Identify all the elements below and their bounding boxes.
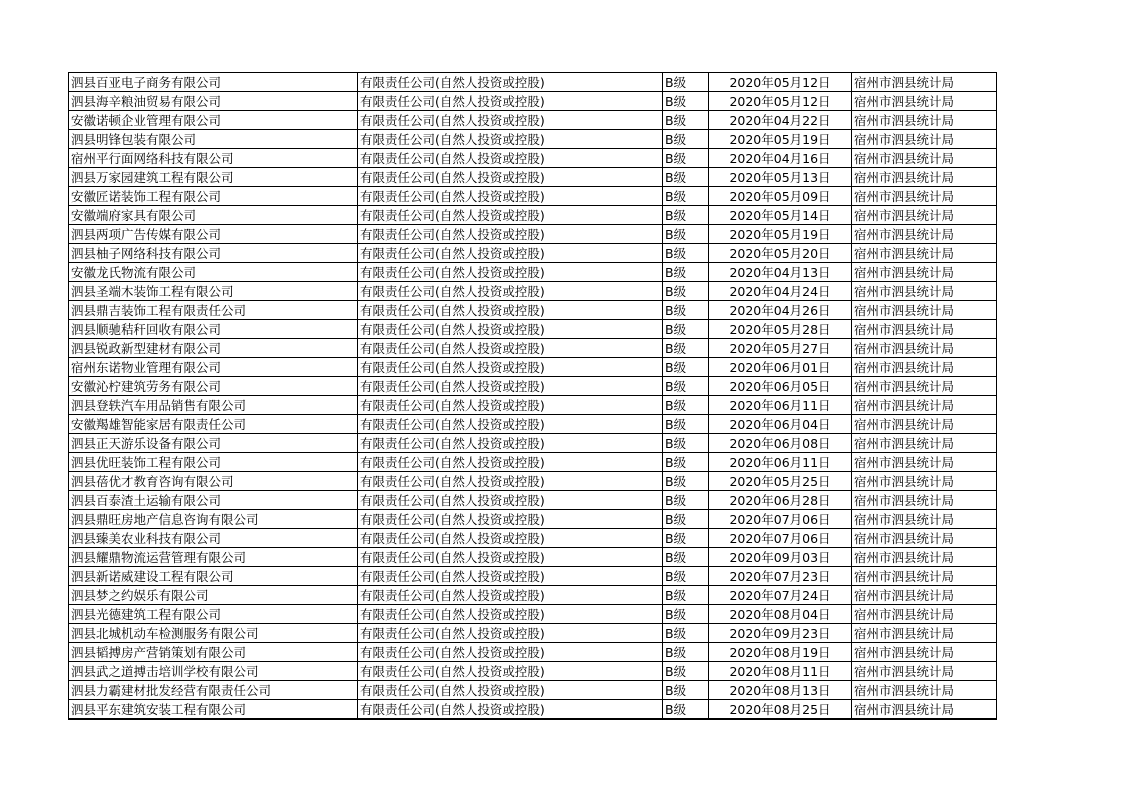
- company-type-cell: 有限责任公司(自然人投资或控股): [358, 567, 663, 586]
- issuing-agency-cell: 宿州市泗县统计局: [852, 92, 997, 111]
- company-name-cell: 泗县登轶汽车用品销售有限公司: [69, 396, 358, 415]
- company-type-cell: 有限责任公司(自然人投资或控股): [358, 491, 663, 510]
- credit-grade-cell: B级: [663, 624, 709, 643]
- credit-grade-cell: B级: [663, 111, 709, 130]
- table-row: [69, 225, 997, 244]
- company-type-cell: 有限责任公司(自然人投资或控股): [358, 244, 663, 263]
- table-row: [69, 643, 997, 662]
- table-row: [69, 586, 997, 605]
- company-name-cell: 安徽匠诺装饰工程有限公司: [69, 187, 358, 206]
- credit-grade-cell: B级: [663, 643, 709, 662]
- company-name-cell: 泗县顺驰秸秆回收有限公司: [69, 320, 358, 339]
- table-row: [69, 548, 997, 567]
- credit-grade-cell: B级: [663, 244, 709, 263]
- table-row: [69, 358, 997, 377]
- table-row: [69, 111, 997, 130]
- credit-grade-cell: B级: [663, 149, 709, 168]
- company-type-cell: 有限责任公司(自然人投资或控股): [358, 73, 663, 92]
- credit-grade-cell: B级: [663, 339, 709, 358]
- table-row: [69, 301, 997, 320]
- issuing-agency-cell: 宿州市泗县统计局: [852, 700, 997, 720]
- grade-date-cell: 2020年06月11日: [709, 453, 852, 472]
- company-type-cell: 有限责任公司(自然人投资或控股): [358, 339, 663, 358]
- credit-grade-cell: B级: [663, 206, 709, 225]
- grade-date-cell: 2020年05月19日: [709, 225, 852, 244]
- issuing-agency-cell: 宿州市泗县统计局: [852, 662, 997, 681]
- company-type-cell: 有限责任公司(自然人投资或控股): [358, 453, 663, 472]
- company-name-cell: 泗县耀鼎物流运营管理有限公司: [69, 548, 358, 567]
- company-name-cell: 泗县百亚电子商务有限公司: [69, 73, 358, 92]
- credit-grade-cell: B级: [663, 434, 709, 453]
- issuing-agency-cell: 宿州市泗县统计局: [852, 339, 997, 358]
- company-type-cell: 有限责任公司(自然人投资或控股): [358, 377, 663, 396]
- company-type-cell: 有限责任公司(自然人投资或控股): [358, 206, 663, 225]
- company-name-cell: 泗县平东建筑安装工程有限公司: [69, 700, 358, 720]
- company-type-cell: 有限责任公司(自然人投资或控股): [358, 92, 663, 111]
- company-name-cell: 安徽诺顿企业管理有限公司: [69, 111, 358, 130]
- company-type-cell: 有限责任公司(自然人投资或控股): [358, 605, 663, 624]
- company-name-cell: 泗县力霸建材批发经营有限责任公司: [69, 681, 358, 700]
- company-type-cell: 有限责任公司(自然人投资或控股): [358, 643, 663, 662]
- issuing-agency-cell: 宿州市泗县统计局: [852, 263, 997, 282]
- credit-grade-cell: B级: [663, 586, 709, 605]
- table-row: [69, 320, 997, 339]
- table-row: [69, 510, 997, 529]
- table-row: [69, 624, 997, 643]
- credit-grade-cell: B级: [663, 263, 709, 282]
- grade-date-cell: 2020年07月23日: [709, 567, 852, 586]
- issuing-agency-cell: 宿州市泗县统计局: [852, 548, 997, 567]
- issuing-agency-cell: 宿州市泗县统计局: [852, 130, 997, 149]
- table-row: [69, 529, 997, 548]
- credit-grade-cell: B级: [663, 700, 709, 720]
- company-type-cell: 有限责任公司(自然人投资或控股): [358, 168, 663, 187]
- grade-date-cell: 2020年06月01日: [709, 358, 852, 377]
- grade-date-cell: 2020年05月27日: [709, 339, 852, 358]
- company-type-cell: 有限责任公司(自然人投资或控股): [358, 358, 663, 377]
- company-type-cell: 有限责任公司(自然人投资或控股): [358, 662, 663, 681]
- table-row: [69, 605, 997, 624]
- issuing-agency-cell: 宿州市泗县统计局: [852, 472, 997, 491]
- credit-grade-table: [68, 72, 997, 720]
- grade-date-cell: 2020年07月24日: [709, 586, 852, 605]
- table-row: [69, 244, 997, 263]
- grade-date-cell: 2020年06月11日: [709, 396, 852, 415]
- issuing-agency-cell: 宿州市泗县统计局: [852, 624, 997, 643]
- grade-date-cell: 2020年08月04日: [709, 605, 852, 624]
- company-type-cell: 有限责任公司(自然人投资或控股): [358, 225, 663, 244]
- grade-date-cell: 2020年05月12日: [709, 73, 852, 92]
- table-row: [69, 415, 997, 434]
- grade-date-cell: 2020年05月28日: [709, 320, 852, 339]
- company-name-cell: 安徽羯雄智能家居有限责任公司: [69, 415, 358, 434]
- issuing-agency-cell: 宿州市泗县统计局: [852, 681, 997, 700]
- company-name-cell: 泗县韬搏房产营销策划有限公司: [69, 643, 358, 662]
- credit-grade-cell: B级: [663, 605, 709, 624]
- company-name-cell: 安徽龙氏物流有限公司: [69, 263, 358, 282]
- company-name-cell: 安徽沁柠建筑劳务有限公司: [69, 377, 358, 396]
- company-name-cell: 安徽端府家具有限公司: [69, 206, 358, 225]
- table-row: [69, 567, 997, 586]
- grade-date-cell: 2020年04月22日: [709, 111, 852, 130]
- company-name-cell: 宿州东诺物业管理有限公司: [69, 358, 358, 377]
- company-name-cell: 泗县臻美农业科技有限公司: [69, 529, 358, 548]
- company-type-cell: 有限责任公司(自然人投资或控股): [358, 301, 663, 320]
- company-type-cell: 有限责任公司(自然人投资或控股): [358, 149, 663, 168]
- table-row: [69, 282, 997, 301]
- credit-grade-cell: B级: [663, 168, 709, 187]
- issuing-agency-cell: 宿州市泗县统计局: [852, 529, 997, 548]
- table-row: [69, 662, 997, 681]
- company-name-cell: 泗县武之道搏击培训学校有限公司: [69, 662, 358, 681]
- issuing-agency-cell: 宿州市泗县统计局: [852, 320, 997, 339]
- issuing-agency-cell: 宿州市泗县统计局: [852, 301, 997, 320]
- company-type-cell: 有限责任公司(自然人投资或控股): [358, 681, 663, 700]
- table-row: [69, 377, 997, 396]
- issuing-agency-cell: 宿州市泗县统计局: [852, 434, 997, 453]
- issuing-agency-cell: 宿州市泗县统计局: [852, 111, 997, 130]
- company-type-cell: 有限责任公司(自然人投资或控股): [358, 415, 663, 434]
- grade-date-cell: 2020年08月19日: [709, 643, 852, 662]
- grade-date-cell: 2020年04月13日: [709, 263, 852, 282]
- grade-date-cell: 2020年05月19日: [709, 130, 852, 149]
- grade-date-cell: 2020年05月12日: [709, 92, 852, 111]
- credit-grade-cell: B级: [663, 510, 709, 529]
- credit-grade-cell: B级: [663, 130, 709, 149]
- credit-grade-cell: B级: [663, 567, 709, 586]
- issuing-agency-cell: 宿州市泗县统计局: [852, 491, 997, 510]
- credit-grade-cell: B级: [663, 358, 709, 377]
- company-type-cell: 有限责任公司(自然人投资或控股): [358, 472, 663, 491]
- table-row: [69, 434, 997, 453]
- grade-date-cell: 2020年08月13日: [709, 681, 852, 700]
- grade-date-cell: 2020年05月09日: [709, 187, 852, 206]
- company-type-cell: 有限责任公司(自然人投资或控股): [358, 263, 663, 282]
- credit-grade-cell: B级: [663, 301, 709, 320]
- table-row: [69, 92, 997, 111]
- company-type-cell: 有限责任公司(自然人投资或控股): [358, 510, 663, 529]
- grade-date-cell: 2020年06月04日: [709, 415, 852, 434]
- issuing-agency-cell: 宿州市泗县统计局: [852, 149, 997, 168]
- grade-date-cell: 2020年06月05日: [709, 377, 852, 396]
- credit-grade-cell: B级: [663, 92, 709, 111]
- company-name-cell: 泗县鼎吉装饰工程有限责任公司: [69, 301, 358, 320]
- credit-grade-cell: B级: [663, 73, 709, 92]
- grade-date-cell: 2020年07月06日: [709, 529, 852, 548]
- table-row: [69, 396, 997, 415]
- company-type-cell: 有限责任公司(自然人投资或控股): [358, 396, 663, 415]
- table-row: [69, 681, 997, 700]
- grade-date-cell: 2020年04月26日: [709, 301, 852, 320]
- company-name-cell: 泗县优旺装饰工程有限公司: [69, 453, 358, 472]
- company-type-cell: 有限责任公司(自然人投资或控股): [358, 130, 663, 149]
- credit-grade-cell: B级: [663, 548, 709, 567]
- company-name-cell: 泗县锐政新型建材有限公司: [69, 339, 358, 358]
- credit-grade-cell: B级: [663, 377, 709, 396]
- company-name-cell: 泗县海辛粮油贸易有限公司: [69, 92, 358, 111]
- credit-grade-cell: B级: [663, 187, 709, 206]
- table-row: [69, 168, 997, 187]
- company-name-cell: 宿州平行面网络科技有限公司: [69, 149, 358, 168]
- table-body: [69, 73, 997, 720]
- issuing-agency-cell: 宿州市泗县统计局: [852, 168, 997, 187]
- company-type-cell: 有限责任公司(自然人投资或控股): [358, 282, 663, 301]
- company-type-cell: 有限责任公司(自然人投资或控股): [358, 548, 663, 567]
- company-type-cell: 有限责任公司(自然人投资或控股): [358, 700, 663, 720]
- company-type-cell: 有限责任公司(自然人投资或控股): [358, 187, 663, 206]
- table-row: [69, 149, 997, 168]
- company-name-cell: 泗县正天游乐设备有限公司: [69, 434, 358, 453]
- company-name-cell: 泗县新诺威建设工程有限公司: [69, 567, 358, 586]
- issuing-agency-cell: 宿州市泗县统计局: [852, 643, 997, 662]
- issuing-agency-cell: 宿州市泗县统计局: [852, 605, 997, 624]
- company-name-cell: 泗县鼎旺房地产信息咨询有限公司: [69, 510, 358, 529]
- issuing-agency-cell: 宿州市泗县统计局: [852, 567, 997, 586]
- company-type-cell: 有限责任公司(自然人投资或控股): [358, 529, 663, 548]
- company-type-cell: 有限责任公司(自然人投资或控股): [358, 320, 663, 339]
- table-row: [69, 263, 997, 282]
- issuing-agency-cell: 宿州市泗县统计局: [852, 206, 997, 225]
- grade-date-cell: 2020年09月23日: [709, 624, 852, 643]
- credit-grade-cell: B级: [663, 225, 709, 244]
- grade-date-cell: 2020年04月24日: [709, 282, 852, 301]
- table-row: [69, 130, 997, 149]
- grade-date-cell: 2020年07月06日: [709, 510, 852, 529]
- table-row: [69, 339, 997, 358]
- table-row: [69, 472, 997, 491]
- grade-date-cell: 2020年08月11日: [709, 662, 852, 681]
- grade-date-cell: 2020年05月25日: [709, 472, 852, 491]
- issuing-agency-cell: 宿州市泗县统计局: [852, 73, 997, 92]
- company-type-cell: 有限责任公司(自然人投资或控股): [358, 434, 663, 453]
- credit-grade-cell: B级: [663, 491, 709, 510]
- issuing-agency-cell: 宿州市泗县统计局: [852, 244, 997, 263]
- issuing-agency-cell: 宿州市泗县统计局: [852, 586, 997, 605]
- company-name-cell: 泗县柚子网络科技有限公司: [69, 244, 358, 263]
- table-row: [69, 700, 997, 720]
- grade-date-cell: 2020年05月14日: [709, 206, 852, 225]
- grade-date-cell: 2020年09月03日: [709, 548, 852, 567]
- grade-date-cell: 2020年08月25日: [709, 700, 852, 720]
- table-row: [69, 453, 997, 472]
- company-name-cell: 泗县两项广告传媒有限公司: [69, 225, 358, 244]
- issuing-agency-cell: 宿州市泗县统计局: [852, 510, 997, 529]
- grade-date-cell: 2020年06月08日: [709, 434, 852, 453]
- issuing-agency-cell: 宿州市泗县统计局: [852, 187, 997, 206]
- issuing-agency-cell: 宿州市泗县统计局: [852, 358, 997, 377]
- table-row: [69, 187, 997, 206]
- company-name-cell: 泗县圣端木装饰工程有限公司: [69, 282, 358, 301]
- grade-date-cell: 2020年05月13日: [709, 168, 852, 187]
- credit-grade-cell: B级: [663, 681, 709, 700]
- credit-grade-cell: B级: [663, 453, 709, 472]
- issuing-agency-cell: 宿州市泗县统计局: [852, 396, 997, 415]
- company-name-cell: 泗县百泰渣土运输有限公司: [69, 491, 358, 510]
- credit-grade-cell: B级: [663, 529, 709, 548]
- company-name-cell: 泗县蓓优才教育咨询有限公司: [69, 472, 358, 491]
- credit-grade-cell: B级: [663, 396, 709, 415]
- issuing-agency-cell: 宿州市泗县统计局: [852, 453, 997, 472]
- table-row: [69, 491, 997, 510]
- company-type-cell: 有限责任公司(自然人投资或控股): [358, 586, 663, 605]
- grade-date-cell: 2020年05月20日: [709, 244, 852, 263]
- grade-date-cell: 2020年04月16日: [709, 149, 852, 168]
- issuing-agency-cell: 宿州市泗县统计局: [852, 377, 997, 396]
- company-type-cell: 有限责任公司(自然人投资或控股): [358, 624, 663, 643]
- company-name-cell: 泗县明锋包装有限公司: [69, 130, 358, 149]
- credit-grade-cell: B级: [663, 282, 709, 301]
- issuing-agency-cell: 宿州市泗县统计局: [852, 415, 997, 434]
- table-row: [69, 206, 997, 225]
- credit-grade-cell: B级: [663, 662, 709, 681]
- company-name-cell: 泗县北城机动车检测服务有限公司: [69, 624, 358, 643]
- credit-grade-cell: B级: [663, 415, 709, 434]
- table-row: [69, 73, 997, 92]
- credit-grade-cell: B级: [663, 472, 709, 491]
- company-name-cell: 泗县梦之约娱乐有限公司: [69, 586, 358, 605]
- company-type-cell: 有限责任公司(自然人投资或控股): [358, 111, 663, 130]
- grade-date-cell: 2020年06月28日: [709, 491, 852, 510]
- company-name-cell: 泗县万家园建筑工程有限公司: [69, 168, 358, 187]
- credit-grade-cell: B级: [663, 320, 709, 339]
- issuing-agency-cell: 宿州市泗县统计局: [852, 225, 997, 244]
- issuing-agency-cell: 宿州市泗县统计局: [852, 282, 997, 301]
- company-name-cell: 泗县光德建筑工程有限公司: [69, 605, 358, 624]
